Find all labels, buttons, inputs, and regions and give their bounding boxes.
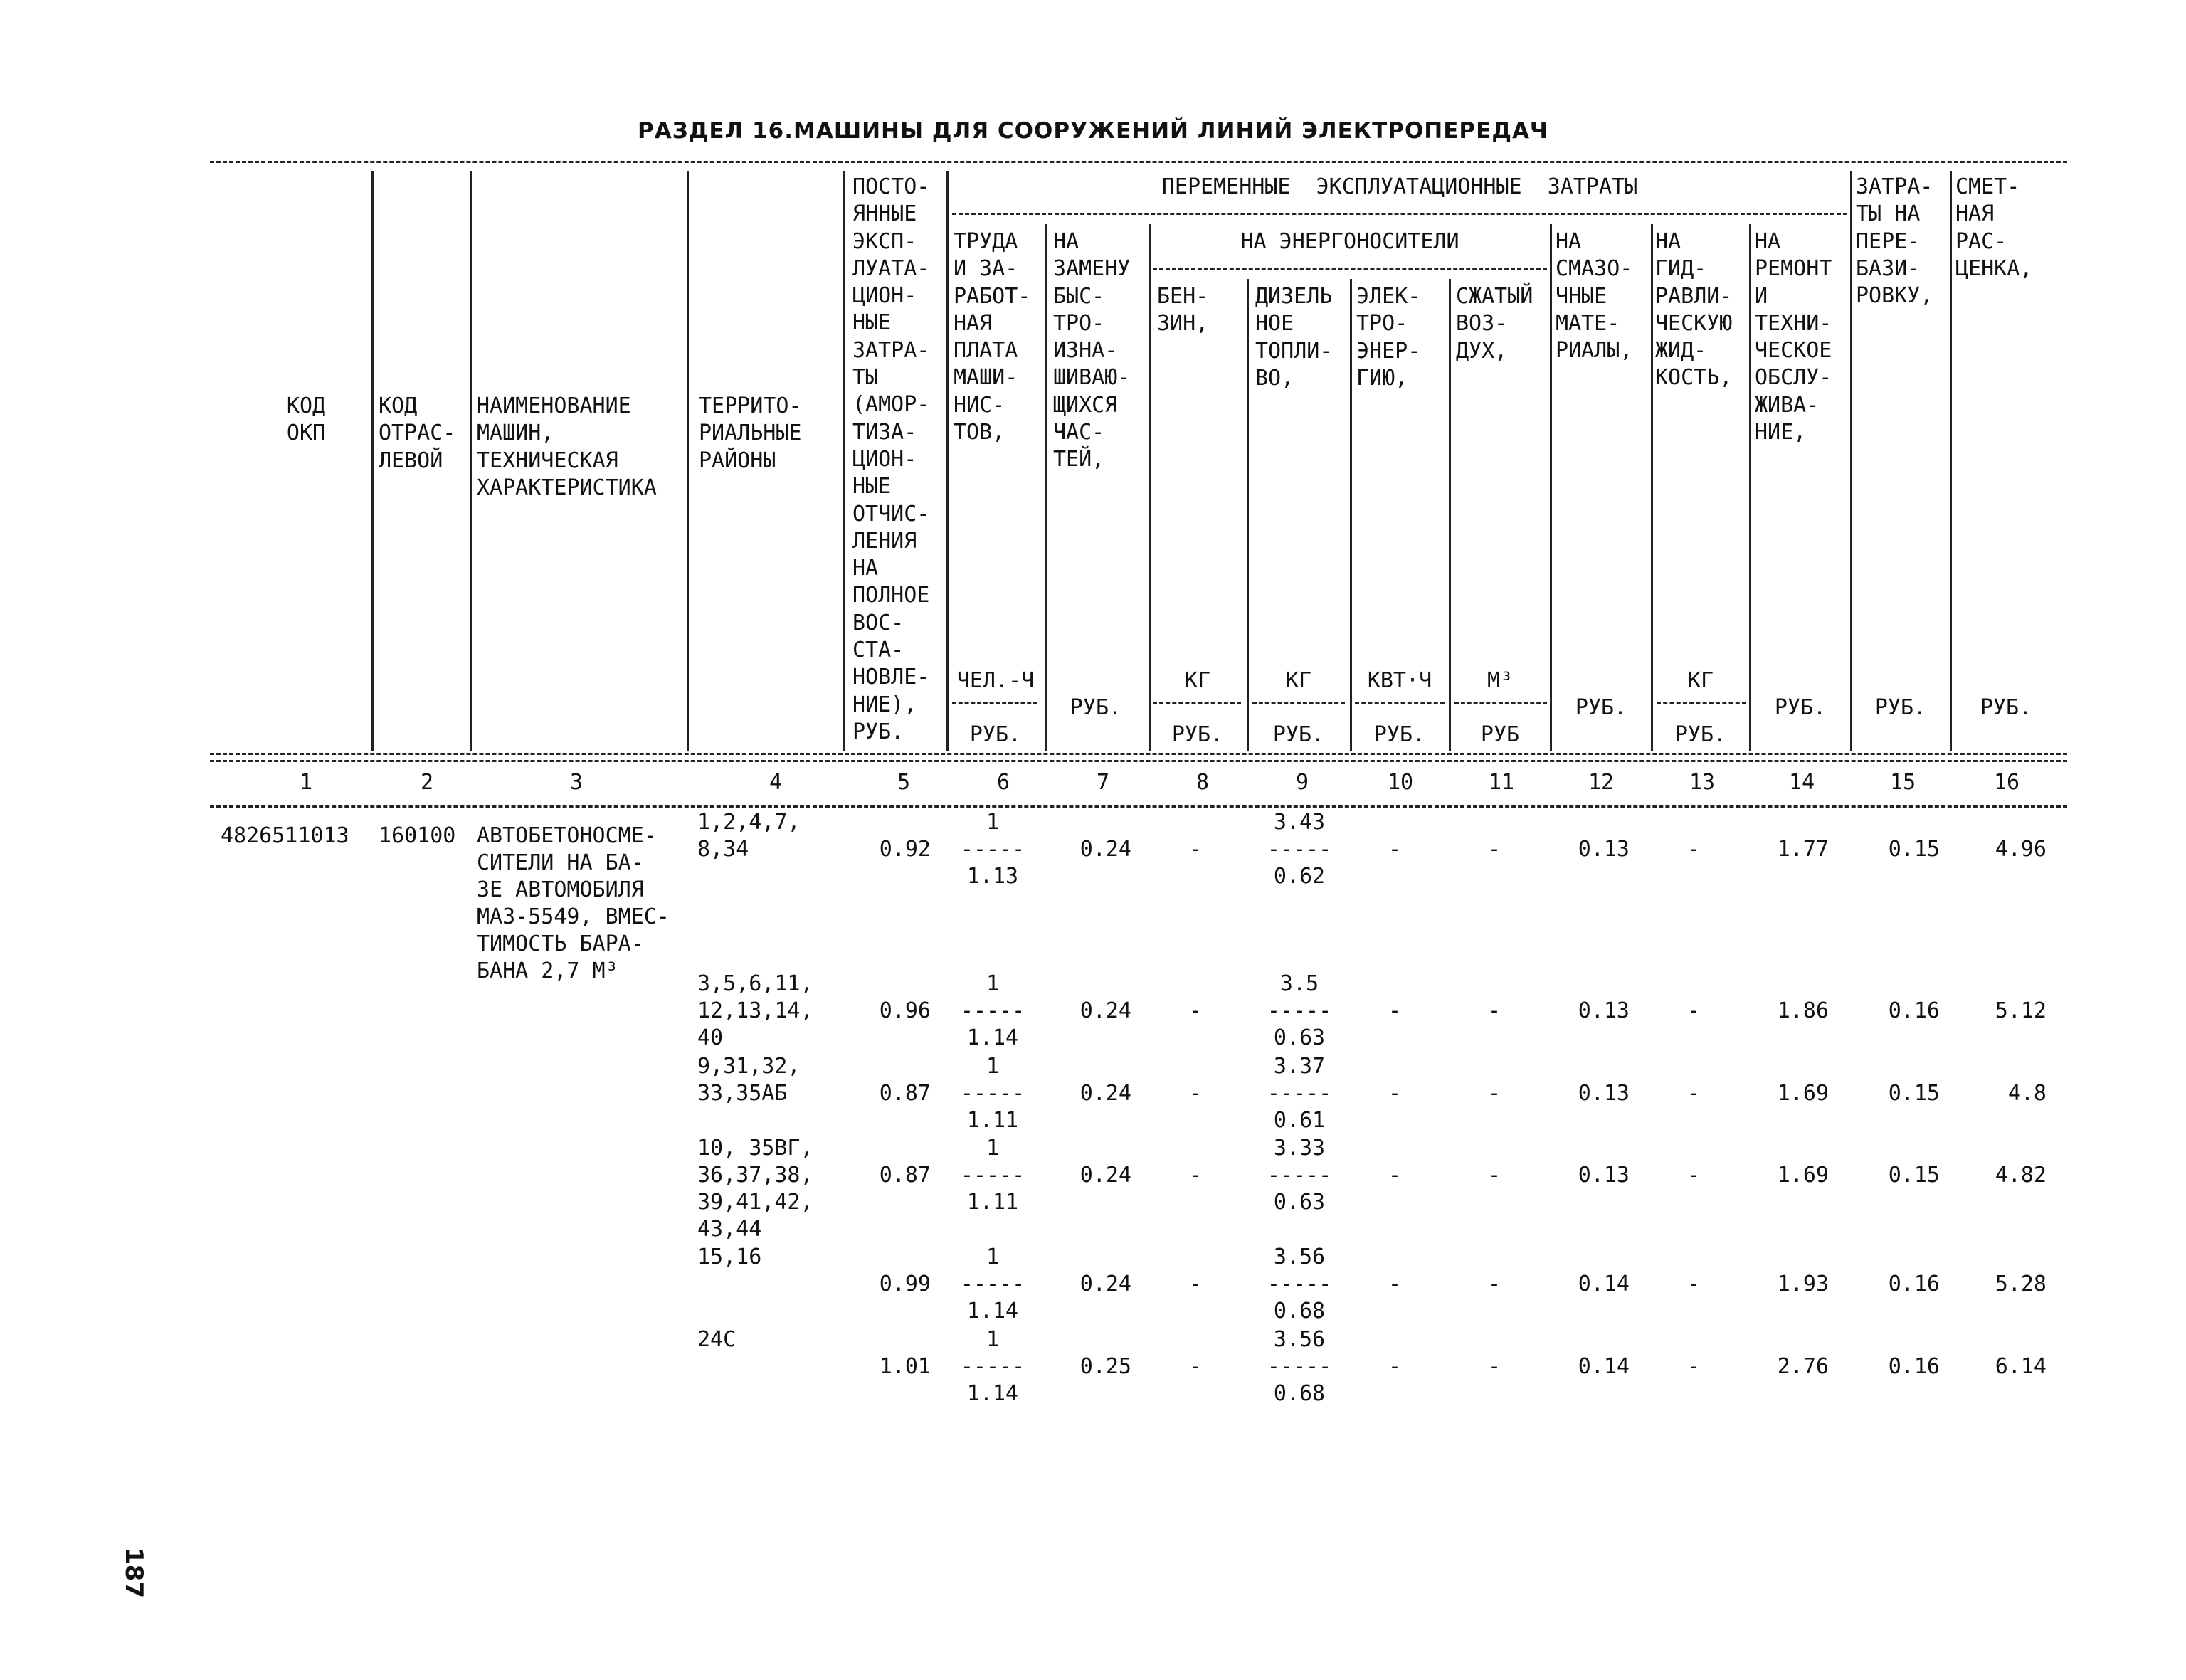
unit-fraction-rule	[952, 702, 1037, 704]
estimate-price: 5.12	[1995, 998, 2047, 1023]
header-lubricants-unit: РУБ.	[1575, 695, 1627, 720]
labor-hours: 1	[986, 1326, 1000, 1352]
constant-cost: 1.01	[879, 1354, 931, 1379]
relocation-cost: 0.15	[1888, 1081, 1940, 1106]
fraction-bar: -----	[1267, 1272, 1332, 1296]
page-title: РАЗДЕЛ 16.МАШИНЫ ДЛЯ СООРУЖЕНИЙ ЛИНИЙ ЭЛЕКТРОПЕРЕДАЧ	[638, 118, 1548, 144]
column-number: 14	[1788, 770, 1815, 795]
diesel-kg: 3.43	[1273, 809, 1326, 835]
labor-hours: 1	[986, 809, 1000, 835]
estimate-price: 4.82	[1995, 1163, 2047, 1188]
column-number: 11	[1488, 770, 1515, 795]
machine-name: АВТОБЕТОНОСМЕ- СИТЕЛИ НА БА- ЗЕ АВТОМОБИЛЯ МАЗ-5549, ВМЕС- ТИМОСТЬ БАРА- БАНА 2,7 М³	[477, 823, 670, 983]
diesel-kg: 3.56	[1273, 1326, 1326, 1352]
header-hydraulic: НА ГИД- РАВЛИ- ЧЕСКУЮ ЖИД- КОСТЬ,	[1655, 229, 1733, 391]
unit-fraction-rule	[1153, 702, 1241, 704]
labor-cost: 1.14	[966, 1299, 1019, 1324]
header-air: СЖАТЫЙ ВОЗ- ДУХ,	[1456, 284, 1533, 364]
repair-cost: 1.93	[1777, 1272, 1829, 1296]
column-separator	[1045, 224, 1047, 751]
labor-hours: 1	[986, 971, 1000, 996]
column-number: 7	[1096, 770, 1110, 795]
estimate-price: 5.28	[1995, 1272, 2047, 1296]
column-separator	[946, 171, 949, 751]
column-separator	[1449, 279, 1451, 751]
petrol-cost: -	[1188, 837, 1203, 862]
fraction-bar: -----	[960, 998, 1025, 1023]
header-branch-code: КОД ОТРАС- ЛЕВОЙ	[379, 393, 456, 473]
column-separator	[470, 171, 472, 751]
relocation-cost: 0.16	[1888, 1354, 1940, 1379]
air-cost: -	[1487, 1163, 1501, 1188]
header-petrol-unit-rub: РУБ.	[1171, 722, 1224, 747]
column-number: 1	[299, 770, 313, 795]
repair-cost: 1.77	[1777, 837, 1829, 862]
unit-fraction-rule	[1657, 702, 1746, 704]
labor-cost: 1.14	[966, 1381, 1019, 1407]
estimate-price: 6.14	[1995, 1354, 2047, 1379]
header-electricity: ЭЛЕК- ТРО- ЭНЕР- ГИЮ,	[1356, 284, 1421, 391]
energy-rule	[1153, 268, 1547, 270]
territorial-regions: 10, 35ВГ, 36,37,38, 39,41,42, 43,44	[697, 1135, 813, 1242]
fraction-bar: -----	[960, 1081, 1025, 1106]
air-cost: -	[1487, 1081, 1501, 1106]
header-variable-costs: ПЕРЕМЕННЫЕ ЭКСПЛУАТАЦИОННЫЕ ЗАТРАТЫ	[1161, 174, 1638, 199]
column-number: 13	[1689, 770, 1716, 795]
diesel-kg: 3.5	[1279, 971, 1319, 996]
fraction-bar: -----	[1267, 1163, 1332, 1188]
header-parts-unit: РУБ.	[1070, 695, 1122, 720]
hydraulic-cost: -	[1686, 998, 1701, 1023]
header-hydraulic-unit: КГ	[1687, 668, 1714, 693]
number-row-bottom-rule	[210, 805, 2067, 808]
labor-cost: 1.11	[966, 1108, 1019, 1134]
electricity-cost: -	[1388, 1354, 1402, 1379]
parts-cost: 0.24	[1079, 1163, 1131, 1188]
okp-code: 4826511013	[221, 823, 349, 848]
header-energy: НА ЭНЕРГОНОСИТЕЛИ	[1240, 229, 1459, 254]
header-lubricants: НА СМАЗО- ЧНЫЕ МАТЕ- РИАЛЫ,	[1556, 229, 1633, 364]
petrol-cost: -	[1188, 1163, 1203, 1188]
relocation-cost: 0.16	[1888, 1272, 1940, 1296]
lubricant-cost: 0.14	[1578, 1354, 1630, 1379]
diesel-kg: 3.56	[1273, 1244, 1326, 1269]
header-diesel-unit-rub: РУБ.	[1272, 722, 1325, 747]
header-labor-unit-rub: РУБ.	[969, 722, 1022, 747]
relocation-cost: 0.15	[1888, 1163, 1940, 1188]
petrol-cost: -	[1188, 1272, 1203, 1296]
parts-cost: 0.24	[1079, 837, 1131, 862]
page-number: 187	[120, 1548, 148, 1598]
electricity-cost: -	[1388, 998, 1402, 1023]
constant-cost: 0.87	[879, 1081, 931, 1106]
hydraulic-cost: -	[1686, 837, 1701, 862]
column-separator	[1749, 224, 1751, 751]
header-bottom-rule	[210, 753, 2067, 755]
lubricant-cost: 0.14	[1578, 1272, 1630, 1296]
labor-hours: 1	[986, 1053, 1000, 1079]
column-number: 15	[1889, 770, 1916, 795]
diesel-kg: 3.37	[1273, 1053, 1326, 1079]
header-constant-costs: ПОСТО- ЯННЫЕ ЭКСП- ЛУАТА- ЦИОН- НЫЕ ЗАТРА- ТЫ (АМОР- ТИЗА- ЦИОН- НЫЕ ОТЧИС- ЛЕНИЯ НА ПОЛНОЕ ВОС- СТА- НОВЛЕ- НИЕ), РУБ.	[852, 174, 930, 744]
air-cost: -	[1487, 998, 1501, 1023]
header-estimate-unit: РУБ.	[1980, 695, 2032, 720]
fraction-bar: -----	[960, 1163, 1025, 1188]
column-number: 3	[569, 770, 584, 795]
territorial-regions: 1,2,4,7, 8,34	[697, 809, 801, 862]
diesel-cost: 0.63	[1273, 1190, 1326, 1215]
column-separator	[687, 171, 689, 751]
hydraulic-cost: -	[1686, 1354, 1701, 1379]
header-regions: ТЕРРИТО- РИАЛЬНЫЕ РАЙОНЫ	[699, 393, 802, 473]
hydraulic-cost: -	[1686, 1081, 1701, 1106]
parts-cost: 0.25	[1079, 1354, 1131, 1379]
estimate-price: 4.8	[2007, 1081, 2047, 1106]
header-diesel: ДИЗЕЛЬ НОЕ ТОПЛИ- ВО,	[1255, 284, 1333, 391]
header-diesel-unit: КГ	[1285, 668, 1312, 693]
header-relocation-unit: РУБ.	[1874, 695, 1927, 720]
header-relocation: ЗАТРА- ТЫ НА ПЕРЕ- БАЗИ- РОВКУ,	[1856, 174, 1933, 309]
labor-hours: 1	[986, 1135, 1000, 1161]
fraction-bar: -----	[1267, 1081, 1332, 1106]
constant-cost: 0.92	[879, 837, 931, 862]
column-separator	[1550, 224, 1552, 751]
petrol-cost: -	[1188, 1081, 1203, 1106]
parts-cost: 0.24	[1079, 1081, 1131, 1106]
column-number: 6	[996, 770, 1010, 795]
column-number: 12	[1588, 770, 1615, 795]
estimate-price: 4.96	[1995, 837, 2047, 862]
column-separator	[1247, 279, 1249, 751]
diesel-cost: 0.68	[1273, 1299, 1326, 1324]
column-number: 10	[1387, 770, 1414, 795]
constant-cost: 0.87	[879, 1163, 931, 1188]
petrol-cost: -	[1188, 998, 1203, 1023]
column-number: 2	[420, 770, 434, 795]
fraction-bar: -----	[1267, 1354, 1332, 1379]
column-separator	[1950, 171, 1952, 751]
header-labor-unit: ЧЕЛ.-Ч	[956, 668, 1035, 693]
unit-fraction-rule	[1252, 702, 1345, 704]
lubricant-cost: 0.13	[1578, 998, 1630, 1023]
fraction-bar: -----	[960, 1354, 1025, 1379]
territorial-regions: 24С	[697, 1326, 736, 1352]
constant-cost: 0.96	[879, 998, 931, 1023]
constant-cost: 0.99	[879, 1272, 931, 1296]
column-number: 8	[1195, 770, 1210, 795]
fraction-bar: -----	[1267, 837, 1332, 862]
relocation-cost: 0.15	[1888, 837, 1940, 862]
header-air-unit-rub: РУБ	[1480, 722, 1520, 747]
header-petrol-unit: КГ	[1184, 668, 1211, 693]
air-cost: -	[1487, 1272, 1501, 1296]
column-number: 4	[769, 770, 783, 795]
air-cost: -	[1487, 1354, 1501, 1379]
column-separator	[1850, 171, 1852, 751]
header-machine-name: НАИМЕНОВАНИЕ МАШИН, ТЕХНИЧЕСКАЯ ХАРАКТЕРИСТИКА	[477, 393, 657, 500]
variable-costs-rule	[952, 213, 1847, 215]
diesel-cost: 0.63	[1273, 1025, 1326, 1051]
electricity-cost: -	[1388, 1163, 1402, 1188]
fraction-bar: -----	[1267, 998, 1332, 1023]
labor-hours: 1	[986, 1244, 1000, 1269]
header-parts: НА ЗАМЕНУ БЫС- ТРО- ИЗНА- ШИВАЮ- ЩИХСЯ ЧАС- ТЕЙ,	[1053, 229, 1131, 472]
electricity-cost: -	[1388, 1081, 1402, 1106]
column-number: 5	[897, 770, 911, 795]
header-petrol: БЕН- ЗИН,	[1157, 284, 1209, 337]
column-separator	[843, 171, 845, 751]
header-labor: ТРУДА И ЗА- РАБОТ- НАЯ ПЛАТА МАШИ- НИС- ТОВ,	[954, 229, 1031, 445]
header-repair-unit: РУБ.	[1774, 695, 1827, 720]
repair-cost: 2.76	[1777, 1354, 1829, 1379]
territorial-regions: 9,31,32, 33,35АБ	[697, 1053, 801, 1106]
column-separator	[1651, 224, 1653, 751]
parts-cost: 0.24	[1079, 1272, 1131, 1296]
repair-cost: 1.69	[1777, 1163, 1829, 1188]
labor-cost: 1.11	[966, 1190, 1019, 1215]
labor-cost: 1.14	[966, 1025, 1019, 1051]
column-number: 16	[1993, 770, 2020, 795]
table-top-rule	[210, 161, 2067, 163]
repair-cost: 1.69	[1777, 1081, 1829, 1106]
petrol-cost: -	[1188, 1354, 1203, 1379]
hydraulic-cost: -	[1686, 1272, 1701, 1296]
number-row-top-rule	[210, 760, 2067, 762]
labor-cost: 1.13	[966, 864, 1019, 889]
header-electricity-unit: КВТ·Ч	[1367, 668, 1432, 693]
relocation-cost: 0.16	[1888, 998, 1940, 1023]
electricity-cost: -	[1388, 837, 1402, 862]
repair-cost: 1.86	[1777, 998, 1829, 1023]
lubricant-cost: 0.13	[1578, 837, 1630, 862]
header-okp-code: КОД ОКП	[286, 393, 326, 446]
header-air-unit: М³	[1487, 668, 1514, 693]
unit-fraction-rule	[1355, 702, 1445, 704]
territorial-regions: 15,16	[697, 1244, 762, 1269]
branch-code: 160100	[379, 823, 456, 848]
diesel-cost: 0.62	[1273, 864, 1326, 889]
fraction-bar: -----	[960, 1272, 1025, 1296]
column-separator	[371, 171, 374, 751]
fraction-bar: -----	[960, 837, 1025, 862]
header-hydraulic-unit-rub: РУБ.	[1674, 722, 1727, 747]
diesel-cost: 0.68	[1273, 1381, 1326, 1407]
hydraulic-cost: -	[1686, 1163, 1701, 1188]
lubricant-cost: 0.13	[1578, 1081, 1630, 1106]
parts-cost: 0.24	[1079, 998, 1131, 1023]
diesel-kg: 3.33	[1273, 1135, 1326, 1161]
diesel-cost: 0.61	[1273, 1108, 1326, 1134]
lubricant-cost: 0.13	[1578, 1163, 1630, 1188]
header-estimate: СМЕТ- НАЯ РАС- ЦЕНКА,	[1955, 174, 2033, 281]
header-electricity-unit-rub: РУБ.	[1373, 722, 1426, 747]
air-cost: -	[1487, 837, 1501, 862]
electricity-cost: -	[1388, 1272, 1402, 1296]
column-number: 9	[1295, 770, 1309, 795]
territorial-regions: 3,5,6,11, 12,13,14, 40	[697, 971, 813, 1050]
header-repair: НА РЕМОНТ И ТЕХНИ- ЧЕСКОЕ ОБСЛУ- ЖИВА- НИЕ,	[1755, 229, 1832, 445]
unit-fraction-rule	[1454, 702, 1547, 704]
